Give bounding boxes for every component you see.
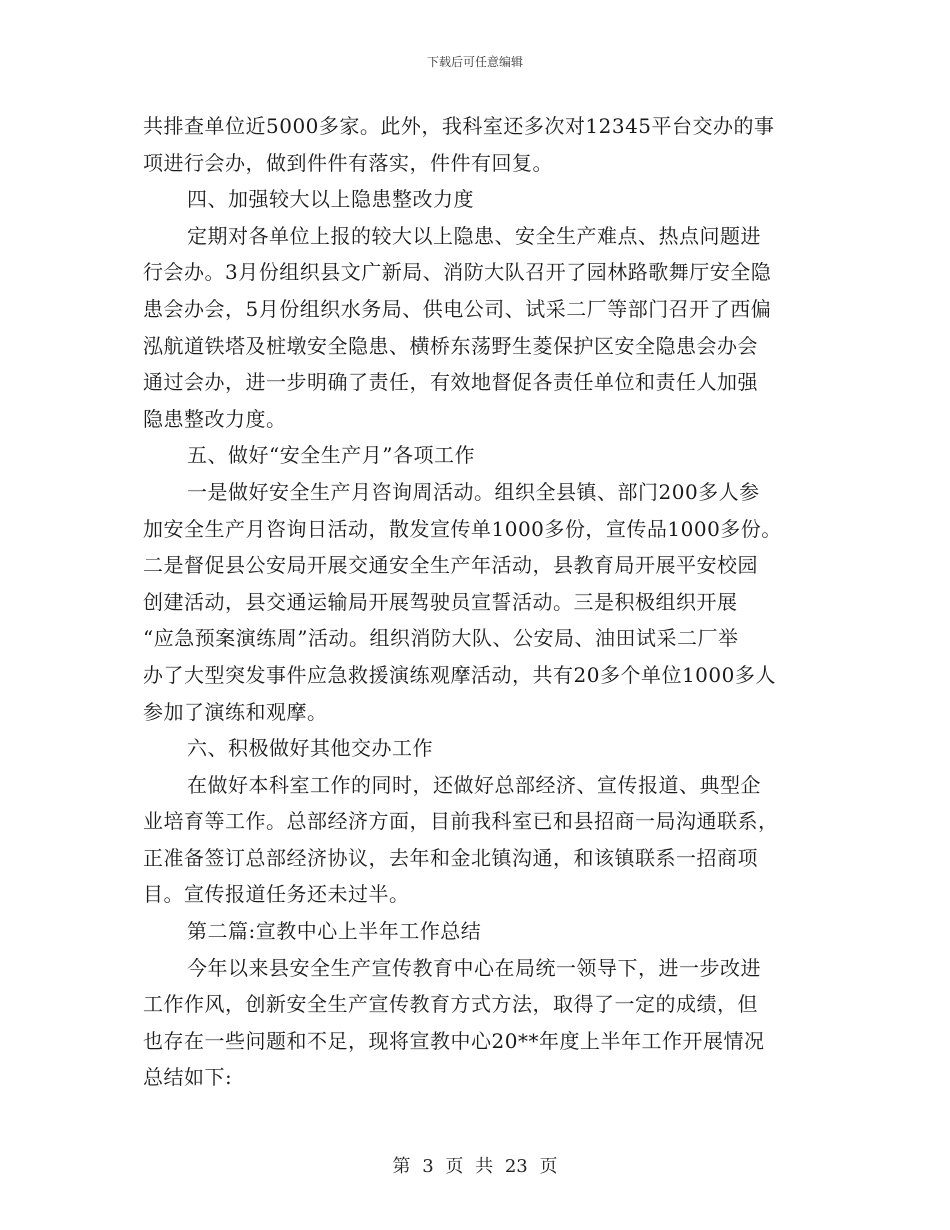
text-line: 加安全生产月咨询日活动，散发宣传单1000多份，宣传品1000多份。 <box>143 516 782 541</box>
text-line: 也存在一些问题和不足，现将宣教中心20**年度上半年工作开展情况 <box>143 1028 765 1053</box>
text-line: 通过会办，进一步明确了责任，有效地督促各责任单位和责任人加强 <box>143 370 758 395</box>
text-line: 隐患整改力度。 <box>143 406 287 431</box>
text-line: 泓航道铁塔及桩墩安全隐患、横桥东荡野生菱保护区安全隐患会办会 <box>143 333 758 358</box>
text-line: 一是做好安全生产月咨询周活动。组织全县镇、部门200多人参 <box>187 479 760 504</box>
text-line: 目。宣传报道任务还未过半。 <box>143 882 410 907</box>
text-line: 患会办会，5月份组织水务局、供电公司、试采二厂等部门召开了西偏 <box>143 296 772 321</box>
text-line: 在做好本科室工作的同时，还做好总部经济、宣传报道、典型企 <box>187 772 761 797</box>
document-body <box>143 108 811 1096</box>
text-line: 工作作风，创新安全生产宣传教育方式方法，取得了一定的成绩，但 <box>143 992 758 1017</box>
text-line: “应急预案演练周”活动。组织消防大队、公安局、油田试采二厂举 <box>143 626 739 651</box>
text-line: 总结如下: <box>143 1065 233 1090</box>
text-line: 五、做好“安全生产月”各项工作 <box>187 443 475 468</box>
text-line: 四、加强较大以上隐患整改力度 <box>187 187 474 212</box>
text-line: 六、积极做好其他交办工作 <box>187 736 433 761</box>
page-footer: 第 3 页 共 23 页 <box>392 1156 558 1177</box>
text-line: 定期对各单位上报的较大以上隐患、安全生产难点、热点问题进 <box>187 223 761 248</box>
text-line: 正准备签订总部经济协议，去年和金北镇沟通，和该镇联系一招商项 <box>143 845 758 870</box>
text-line: 二是督促县公安局开展交通安全生产年活动，县教育局开展平安校园 <box>143 553 758 578</box>
header-note: 下载后可任意编辑 <box>426 55 523 69</box>
text-line: 项进行会办，做到件件有落实，件件有回复。 <box>143 150 553 175</box>
text-line: 行会办。3月份组织县文广新局、消防大队召开了园林路歌舞厅安全隐 <box>143 260 772 285</box>
text-line: 业培育等工作。总部经济方面，目前我科室已和县招商一局沟通联系， <box>143 809 779 834</box>
text-line: 第二篇:宣教中心上半年工作总结 <box>187 919 482 944</box>
text-line: 共排查单位近5000多家。此外，我科室还多次对12345平台交办的事 <box>143 114 775 138</box>
text-line: 今年以来县安全生产宣传教育中心在局统一领导下，进一步改进 <box>187 955 761 980</box>
text-line: 参加了演练和观摩。 <box>143 699 328 724</box>
text-line: 创建活动，县交通运输局开展驾驶员宣誓活动。三是积极组织开展 <box>143 589 738 614</box>
text-line: 办了大型突发事件应急救援演练观摩活动，共有20多个单位1000多人 <box>143 662 776 687</box>
